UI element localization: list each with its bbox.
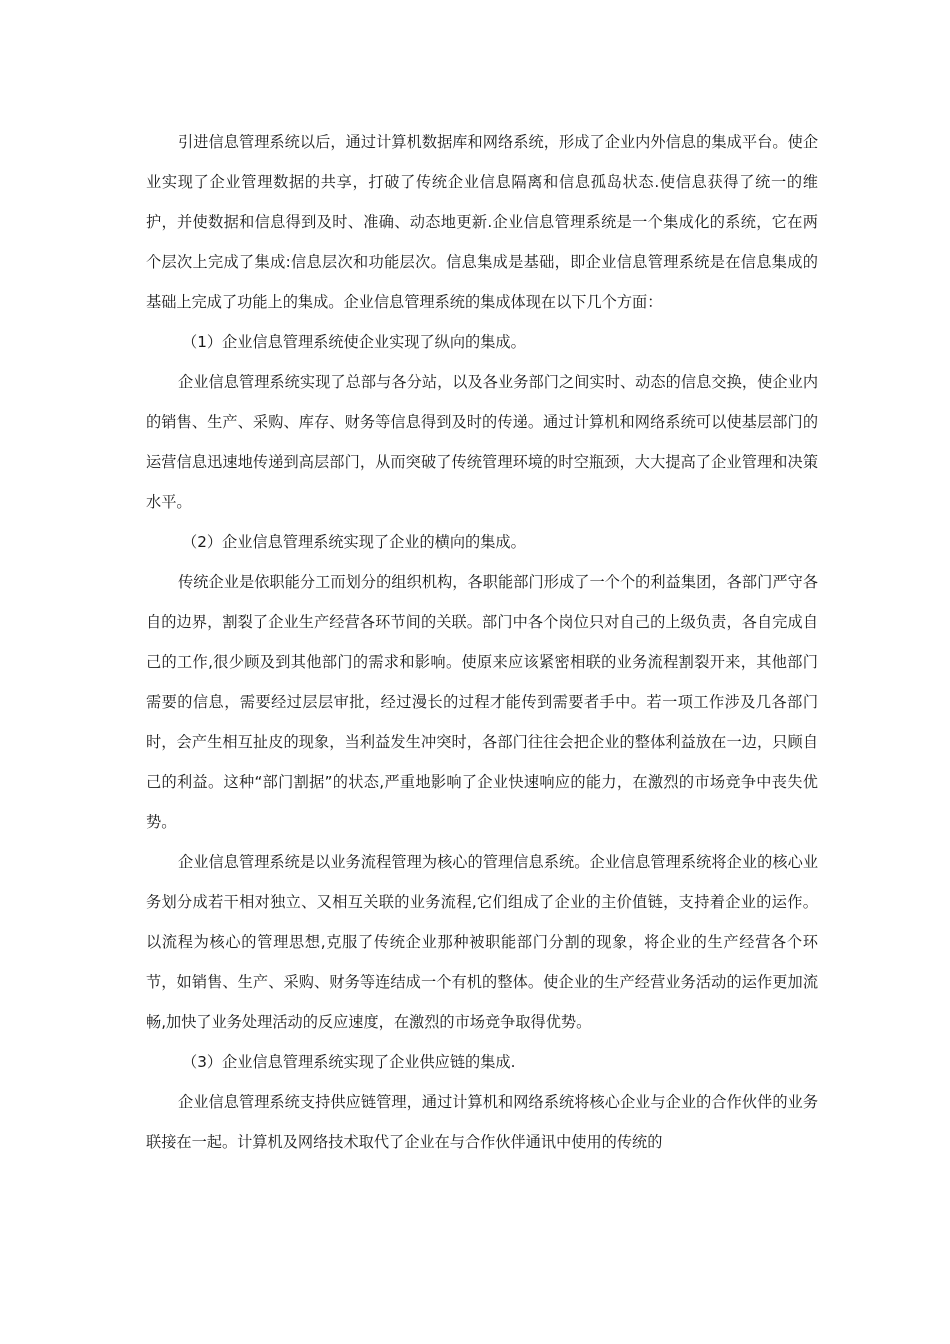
section-heading-2: （2）企业信息管理系统实现了企业的横向的集成。: [182, 533, 526, 551]
paragraph-traditional-enterprise: 传统企业是依职能分工而划分的组织机构，各职能部门形成了一个个的利益集团，各部门严守各自的边界，割裂了企业生产经营各环节间的关联。部门中各个岗位只对自己的上级负责，各自完成自己的工作,很少顾及到其他部门的需求和影响。使原来应该紧密相联的业务流程割裂开来，其他部门需要的信息，需要经过层层审批，经过漫长的过程才能传到需要者手中。若一项工作涉及几各部门时，会产生相互扯皮的现象，当利益发生冲突时，各部门往往会把企业的整体利益放在一边，只顾自己的利益。这种“部门割据”的状态,严重地影响了企业快速响应的能力，在激烈的市场竞争中丧失优势。: [146, 573, 818, 831]
paragraph-intro: 引进信息管理系统以后，通过计算机数据库和网络系统，形成了企业内外信息的集成平台。使企业实现了企业管理数据的共享，打破了传统企业信息隔离和信息孤岛状态.使信息获得了统一的维护，并使数据和信息得到及时、准确、动态地更新.企业信息管理系统是一个集成化的系统，它在两个层次上完成了集成:信息层次和功能层次。信息集成是基础，即企业信息管理系统是在信息集成的基础上完成了功能上的集成。企业信息管理系统的集成体现在以下几个方面：: [146, 133, 818, 311]
section-heading-1: （1）企业信息管理系统使企业实现了纵向的集成。: [182, 333, 526, 351]
document-body: [146, 122, 818, 1162]
section-heading-3: （3）企业信息管理系统实现了企业供应链的集成.: [182, 1053, 516, 1071]
paragraph-business-process: 企业信息管理系统是以业务流程管理为核心的管理信息系统。企业信息管理系统将企业的核心业务划分成若干相对独立、又相互关联的业务流程,它们组成了企业的主价值链，支持着企业的运作。以流程为核心的管理思想,克服了传统企业那种被职能部门分割的现象，将企业的生产经营各个环节，如销售、生产、采购、财务等连结成一个有机的整体。使企业的生产经营业务活动的运作更加流畅,加快了业务处理活动的反应速度，在激烈的市场竞争取得优势。: [146, 853, 818, 1031]
paragraph-supply-chain: 企业信息管理系统支持供应链管理，通过计算机和网络系统将核心企业与企业的合作伙伴的业务联接在一起。计算机及网络技术取代了企业在与合作伙伴通讯中使用的传统的: [146, 1093, 818, 1151]
paragraph-vertical-integration: 企业信息管理系统实现了总部与各分站，以及各业务部门之间实时、动态的信息交换，使企业内的销售、生产、采购、库存、财务等信息得到及时的传递。通过计算机和网络系统可以使基层部门的运营信息迅速地传递到高层部门，从而突破了传统管理环境的时空瓶颈，大大提高了企业管理和决策水平。: [146, 373, 818, 511]
